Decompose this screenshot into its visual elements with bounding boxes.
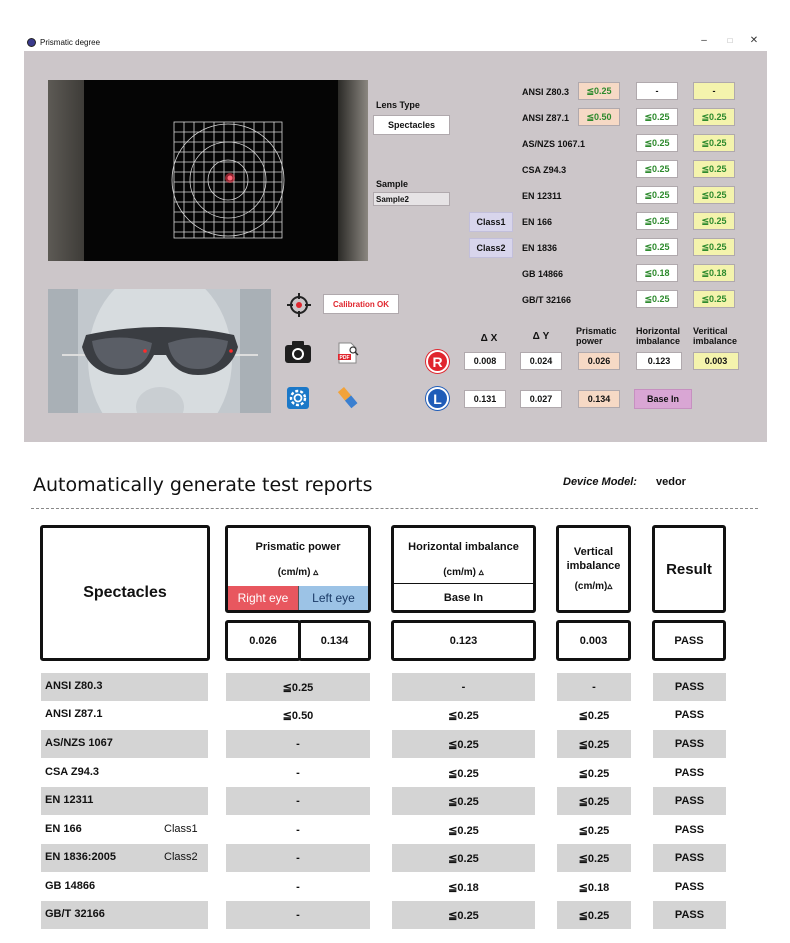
right-prism-result: 0.026 <box>225 620 301 661</box>
class2-button[interactable]: Class2 <box>469 238 513 258</box>
standard-name: GB/T 32166 <box>45 908 105 920</box>
right-horizontal-value: 0.123 <box>636 352 682 370</box>
standard-name: ANSI Z80.3 <box>522 87 570 97</box>
base-direction-badge: Base In <box>634 389 692 409</box>
right-eye-header: Right eye <box>228 586 298 610</box>
standard-name: GB 14866 <box>45 880 96 892</box>
prism-power-header <box>225 525 371 613</box>
vertical-limit: ≦0.25 <box>578 738 610 751</box>
target-icon[interactable] <box>287 293 311 317</box>
prism-limit: - <box>296 852 300 864</box>
standard-name: EN 166 <box>45 823 82 835</box>
vertical-title: Vertical imbalance <box>566 546 621 572</box>
vertical-limit: ≦0.25 <box>578 795 610 808</box>
window-title: Prismatic degree <box>40 38 101 47</box>
lens-type-header-text: Spectacles <box>83 584 167 601</box>
standard-horizontal-limit: ≦0.25 <box>636 238 678 256</box>
header-prismatic-power: Prismatic power <box>576 326 617 346</box>
camera-edge-right <box>338 80 368 261</box>
right-dx-value: 0.008 <box>464 352 506 370</box>
left-eye-header: Left eye <box>298 586 368 610</box>
overall-result: PASS <box>652 620 726 661</box>
standard-vertical-limit: ≦0.25 <box>693 238 735 256</box>
standard-name: AS/NZS 1067 <box>45 737 113 749</box>
prism-power-unit: (cm/m) ▵ <box>277 567 319 578</box>
standard-name: ANSI Z80.3 <box>45 680 103 692</box>
right-eye-marker: R <box>426 350 449 373</box>
class1-button[interactable]: Class1 <box>469 212 513 232</box>
report-title: Automatically generate test reports <box>33 474 373 496</box>
vertical-unit: (cm/m)▵ <box>574 581 613 592</box>
standard-vertical-limit: ≦0.25 <box>693 134 735 152</box>
vertical-limit: ≦0.25 <box>578 909 610 922</box>
horizontal-title: Horizontal imbalance <box>408 541 519 553</box>
right-dy-value: 0.024 <box>520 352 562 370</box>
eraser-icon[interactable] <box>335 385 361 411</box>
standard-name: ANSI Z87.1 <box>45 708 103 720</box>
standard-horizontal-limit: ≦0.25 <box>636 186 678 204</box>
row-result: PASS <box>674 824 705 836</box>
standard-class: Class2 <box>164 851 198 863</box>
standard-vertical-limit: ≦0.25 <box>693 186 735 204</box>
standard-horizontal-limit: ≦0.18 <box>636 264 678 282</box>
standard-horizontal-limit: ≦0.25 <box>636 108 678 126</box>
result-header <box>652 525 726 613</box>
horizontal-limit: ≦0.25 <box>448 795 479 808</box>
standard-prism-limit: ≦0.50 <box>578 108 620 126</box>
row-result: PASS <box>674 881 705 893</box>
header-dy: Δ Y <box>532 331 550 342</box>
vertical-limit: - <box>592 681 596 693</box>
standard-prism-limit: ≦0.25 <box>578 82 620 100</box>
left-prism-result: 0.134 <box>298 620 371 661</box>
horizontal-limit: ≦0.25 <box>448 852 479 865</box>
mannequin-image <box>48 289 271 413</box>
standard-name: CSA Z94.3 <box>45 766 100 778</box>
pdf-icon[interactable] <box>336 342 360 364</box>
svg-text:PDF: PDF <box>339 355 350 361</box>
row-result: PASS <box>674 767 705 779</box>
camera-edge-left <box>48 80 84 261</box>
vertical-limit: ≦0.25 <box>578 824 610 837</box>
horizontal-limit: ≦0.18 <box>448 881 479 894</box>
prism-limit: - <box>296 767 300 779</box>
horizontal-imbalance-header <box>391 525 536 613</box>
result-header-text: Result <box>666 560 712 578</box>
horizontal-result: 0.123 <box>391 620 536 661</box>
target-grid <box>150 120 306 240</box>
row-result: PASS <box>674 681 705 693</box>
row-result: PASS <box>674 709 705 721</box>
standard-horizontal-limit: ≦0.25 <box>636 160 678 178</box>
header-horizontal-imbalance: Horizontal imbalance <box>636 326 681 346</box>
horizontal-limit: ≦0.25 <box>448 767 479 780</box>
standard-vertical-limit: ≦0.25 <box>693 290 735 308</box>
horizontal-divider <box>394 583 533 584</box>
app-window <box>24 34 767 442</box>
left-dx-value: 0.131 <box>464 390 506 408</box>
left-eye-marker: L <box>426 387 449 410</box>
standard-horizontal-limit: ≦0.25 <box>636 134 678 152</box>
camera-view <box>48 80 368 261</box>
horizontal-limit: - <box>461 681 466 693</box>
row-result: PASS <box>674 795 705 807</box>
face-camera-view <box>48 289 271 413</box>
horizontal-base: Base In <box>443 592 484 604</box>
header-dx: Δ X <box>480 333 498 344</box>
title-bar <box>24 34 767 51</box>
left-dy-value: 0.027 <box>520 390 562 408</box>
standard-class: Class1 <box>164 823 198 835</box>
standard-name: GB/T 32166 <box>522 295 572 305</box>
lens-type-label: Lens Type <box>376 100 420 110</box>
standard-name: EN 166 <box>522 217 553 227</box>
standard-horizontal-limit: ≦0.25 <box>636 212 678 230</box>
close-button[interactable]: ✕ <box>749 35 759 46</box>
prism-limit: ≦0.25 <box>282 681 314 694</box>
standard-horizontal-limit: ≦0.25 <box>636 290 678 308</box>
app-icon <box>27 38 36 47</box>
divider <box>31 508 758 509</box>
vertical-limit: ≦0.25 <box>578 852 610 865</box>
lens-type-value[interactable]: Spectacles <box>373 115 450 135</box>
standard-name: AS/NZS 1067.1 <box>522 139 586 149</box>
minimize-button[interactable]: – <box>701 35 707 46</box>
standard-name: EN 1836 <box>522 243 558 253</box>
prism-limit: - <box>296 795 300 807</box>
standard-vertical-limit: ≦0.25 <box>693 212 735 230</box>
gear-icon[interactable] <box>286 386 310 410</box>
maximize-button[interactable]: □ <box>727 36 733 45</box>
standard-name: GB 14866 <box>522 269 564 279</box>
lens-type-header <box>40 525 210 661</box>
left-prism-value: 0.134 <box>578 390 620 408</box>
prism-power-title: Prismatic power <box>255 541 341 553</box>
standard-vertical-limit: ≦0.18 <box>693 264 735 282</box>
device-model-value: vedor <box>656 476 686 488</box>
device-model-label: Device Model: <box>563 476 637 488</box>
row-result: PASS <box>674 852 705 864</box>
vertical-limit: ≦0.25 <box>578 709 610 722</box>
standard-vertical-limit: ≦0.25 <box>693 108 735 126</box>
standard-name: EN 12311 <box>45 794 94 806</box>
sample-label: Sample <box>376 179 409 189</box>
horizontal-limit: ≦0.25 <box>448 909 479 922</box>
prism-limit: - <box>296 824 300 836</box>
standard-vertical-limit: - <box>693 82 735 100</box>
vertical-limit: ≦0.25 <box>578 767 610 780</box>
sample-input[interactable]: Sample2 <box>373 192 450 206</box>
standard-name: CSA Z94.3 <box>522 165 567 175</box>
prism-limit: - <box>296 738 300 750</box>
right-prism-value: 0.026 <box>578 352 620 370</box>
row-result: PASS <box>674 909 705 921</box>
prism-limit: - <box>296 909 300 921</box>
prism-limit: ≦0.50 <box>282 709 314 722</box>
camera-icon[interactable] <box>284 340 312 364</box>
horizontal-limit: ≦0.25 <box>448 824 479 837</box>
calibration-status[interactable]: Calibration OK <box>323 294 399 314</box>
standard-vertical-limit: ≦0.25 <box>693 160 735 178</box>
row-result: PASS <box>674 738 705 750</box>
vertical-imbalance-header <box>556 525 631 613</box>
prism-limit: - <box>296 881 300 893</box>
vertical-result: 0.003 <box>556 620 631 661</box>
standard-horizontal-limit: - <box>636 82 678 100</box>
standard-name: EN 1836:2005 <box>45 851 116 863</box>
horizontal-limit: ≦0.25 <box>448 709 479 722</box>
horizontal-unit: (cm/m) ▵ <box>443 567 484 578</box>
right-vertical-value: 0.003 <box>693 352 739 370</box>
header-vertical-imbalance: Veritical imbalance <box>693 326 738 346</box>
standard-name: ANSI Z87.1 <box>522 113 570 123</box>
standard-name: EN 12311 <box>522 191 562 201</box>
horizontal-limit: ≦0.25 <box>448 738 479 751</box>
vertical-limit: ≦0.18 <box>578 881 610 894</box>
